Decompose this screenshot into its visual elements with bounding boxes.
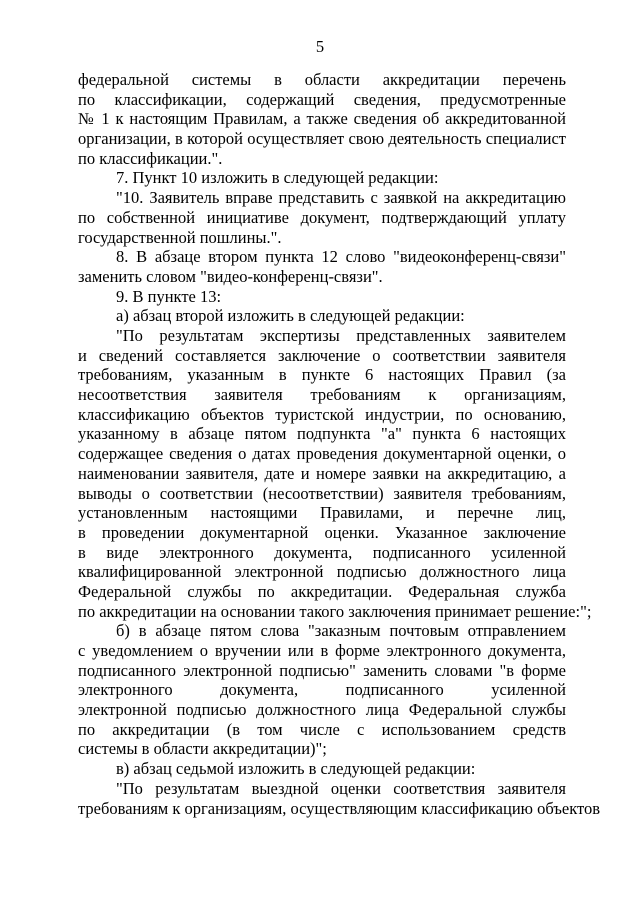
text-line: государственной пошлины.". <box>78 227 282 247</box>
paragraph <box>78 621 566 759</box>
text-line: и сведений составляется заключение о соответствии заявителя <box>78 345 566 365</box>
paragraph <box>78 70 566 168</box>
text-line: выводы о соответствии (несоответствии) заявителя требованиям, <box>78 483 566 503</box>
text-line: подписанного электронной подписью" заменить словами "в форме <box>78 660 566 680</box>
page-number: 5 <box>315 37 325 56</box>
text-line: содержащее сведения о датах проведения документарной оценки, о <box>78 444 566 464</box>
text-line: "По результатам выездной оценки соответствия заявителя <box>116 778 566 798</box>
text-line: в виде электронного документа, подписанного усиленной <box>78 542 566 562</box>
paragraph <box>78 326 592 621</box>
paragraph <box>78 188 566 247</box>
text-line: организации, в которой осуществляет свою деятельность специалист <box>78 129 566 149</box>
text-line: по классификации.". <box>78 148 223 168</box>
text-line: а) абзац второй изложить в следующей редакции: <box>116 306 465 326</box>
paragraph <box>78 306 566 326</box>
text-line: требованиям к организациям, осуществляющим классификацию объектов <box>78 798 601 818</box>
paragraph <box>78 778 601 818</box>
text-line: Федеральной службы по аккредитации. Федеральная служба <box>78 581 566 601</box>
paragraph <box>78 287 566 307</box>
text-line: электронной подписью должностного лица Федеральной службы <box>78 700 566 720</box>
document-body <box>78 70 601 818</box>
text-line: классификацию объектов туристской индустрии, по основанию, <box>78 404 566 424</box>
text-line: электронного документа, подписанного усиленной <box>78 680 566 700</box>
text-line: несоответствия заявителя требованиям к организациям, <box>78 385 566 405</box>
text-line: квалифицированной электронной подписью должностного лица <box>78 562 566 582</box>
text-line: наименовании заявителя, дате и номере заявки на аккредитацию, а <box>78 463 566 483</box>
text-line: в) абзац седьмой изложить в следующей редакции: <box>116 759 476 779</box>
text-line: по классификации, содержащий сведения, предусмотренные <box>78 89 566 109</box>
text-line: указанному в абзаце пятом подпункта "а" пункта 6 настоящих <box>78 424 566 444</box>
text-line: б) в абзаце пятом слова "заказным почтовым отправлением <box>116 621 566 641</box>
paragraph <box>78 247 566 286</box>
text-line: установленным настоящими Правилами, и перечне лиц, <box>78 503 566 523</box>
text-line: "10. Заявитель вправе представить с заявкой на аккредитацию <box>116 188 566 208</box>
text-line: федеральной системы в области аккредитации перечень <box>78 70 566 89</box>
text-line: с уведомлением о вручении или в форме электронного документа, <box>78 641 566 661</box>
text-line: "По результатам экспертизы представленных заявителем <box>116 326 566 346</box>
text-line: по аккредитации на основании такого заключения принимает решение:"; <box>78 601 592 621</box>
text-line: 7. Пункт 10 изложить в следующей редакции: <box>116 168 439 188</box>
text-line: системы в области аккредитации)"; <box>78 739 327 759</box>
text-line: 8. В абзаце втором пункта 12 слово "видеоконференц-связи" <box>116 247 566 267</box>
text-line: по собственной инициативе документ, подтверждающий уплату <box>78 207 566 227</box>
text-line: по аккредитации (в том числе с использованием средств <box>78 719 566 739</box>
text-line: заменить словом "видео-конференц-связи". <box>78 266 383 286</box>
text-line: № 1 к настоящим Правилам, а также сведения об аккредитованной <box>78 109 566 129</box>
paragraph <box>78 168 566 188</box>
text-line: в проведении документарной оценки. Указанное заключение <box>78 522 566 542</box>
paragraph <box>78 759 566 779</box>
text-line: 9. В пункте 13: <box>116 286 222 306</box>
text-line: требованиям, указанным в пункте 6 настоящих Правил (за <box>78 365 566 385</box>
